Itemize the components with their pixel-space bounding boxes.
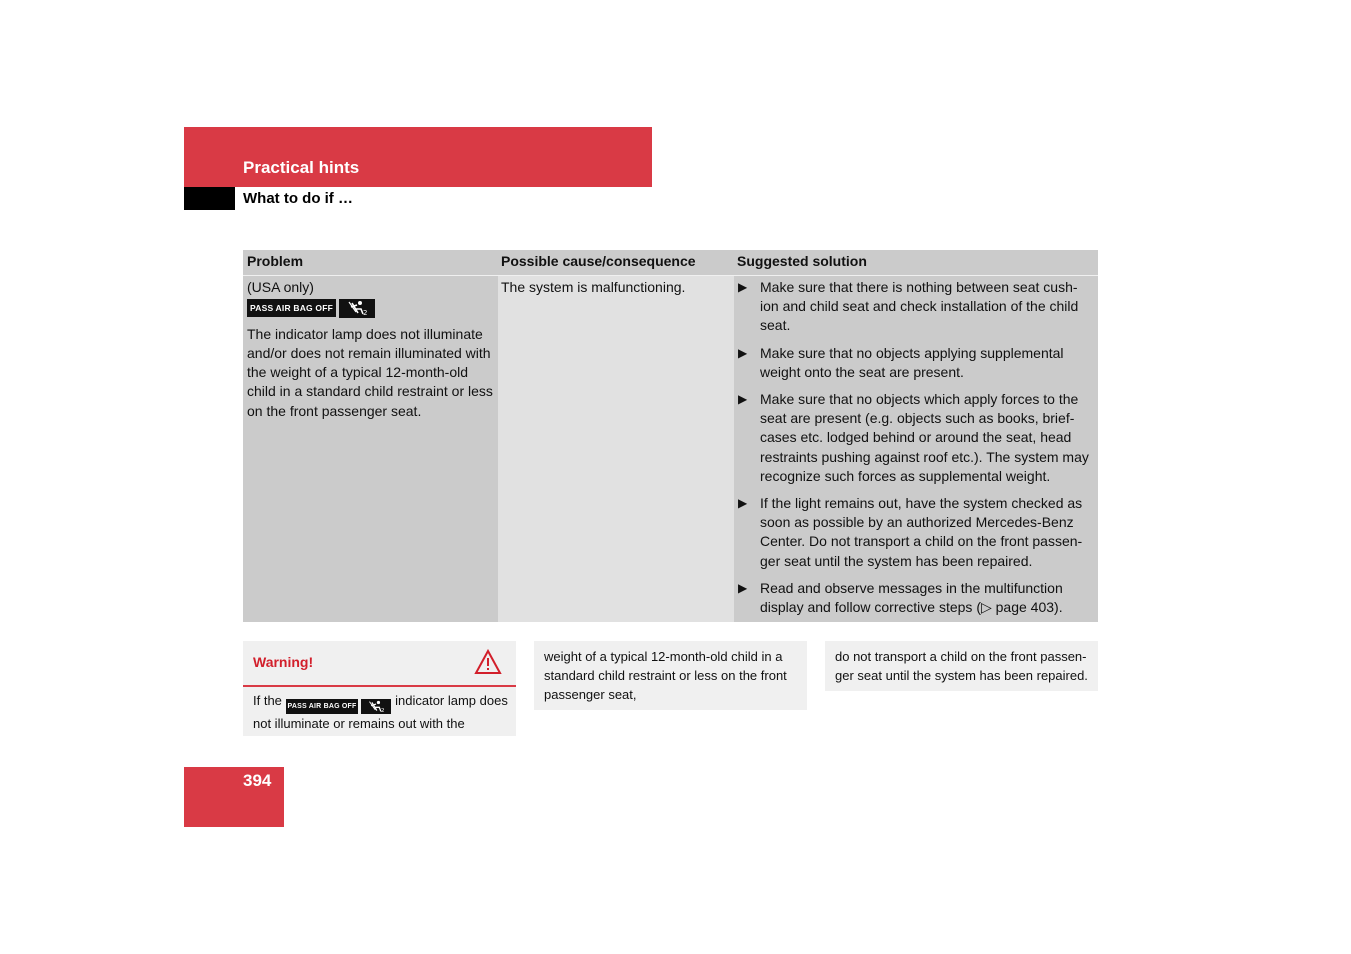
bullet-arrow-icon: ▶ [738, 392, 748, 407]
warning-continuation-box [534, 641, 807, 710]
solution-list [734, 278, 1096, 625]
warning-box [243, 641, 516, 736]
cause-cell [498, 276, 734, 622]
list-item: ▶ Make sure that there is nothing between seat cush-ion and child seat and check installation of the child seat. [738, 279, 1079, 334]
warning-continuation-text: weight of a typical 12-month-old child in a standard child restraint or less on the front passenger seat, [544, 649, 787, 702]
warning-continuation-box-2 [825, 641, 1098, 691]
svg-text:2: 2 [381, 708, 385, 713]
child-seat-icon [361, 699, 391, 714]
list-item: ▶ Make sure that no objects which apply forces to the seat are present (e.g. objects such as books, brief-cases etc. lodged behind or around the seat, head restraints pushing against roof etc.). The system may recognize such forces as supplemental weight. [738, 391, 1089, 484]
warning-header [243, 641, 516, 685]
warning-triangle-icon [474, 649, 502, 680]
list-item: ▶ Read and observe messages in the multifunction display and follow corrective steps (▷ page 403). [738, 579, 1063, 616]
svg-text:2: 2 [363, 309, 368, 317]
list-item: ▶ If the light remains out, have the system checked as soon as possible by an authorized Mercedes-Benz Center. Do not transport a child on the front passen-ger seat until the system has been repaired. [738, 495, 1083, 569]
column-header-problem: Problem [247, 253, 304, 269]
cause-text: The system is malfunctioning. [501, 279, 686, 295]
indicator-lamp [286, 699, 392, 714]
column-header-cause: Possible cause/consequence [501, 253, 696, 269]
bullet-arrow-icon: ▶ [738, 280, 748, 294]
troubleshooting-table [243, 250, 1098, 622]
pass-air-bag-off-icon: PASS AIR BAG OFF [286, 699, 359, 714]
page-number: 394 [243, 771, 272, 790]
column-header-solution: Suggested solution [737, 253, 867, 269]
list-item: ▶ Make sure that no objects applying supplemental weight onto the seat are present. [738, 344, 1064, 380]
bullet-arrow-icon: ▶ [738, 580, 748, 595]
problem-description: The indicator lamp does not illuminate and/or does not remain illuminated with the weight of a typical 12-month-old child in a standard child restraint or less on the front passenger seat. [247, 325, 493, 419]
problem-cell [243, 276, 498, 622]
solution-cell [734, 276, 1098, 622]
warning-continuation-text-2: do not transport a child on the front passen-ger seat until the system has been repaired. [835, 649, 1088, 683]
problem-region: (USA only) [247, 279, 314, 295]
child-seat-icon [339, 299, 375, 318]
bullet-arrow-icon: ▶ [738, 496, 748, 511]
warning-body: If the PASS AIR BAG OFF 2 indicator lamp does not illuminate or remains out with the [253, 693, 508, 731]
header-black-marker [184, 187, 235, 210]
indicator-lamp [247, 299, 375, 318]
pass-air-bag-off-icon: PASS AIR BAG OFF [247, 299, 336, 317]
bullet-arrow-icon: ▶ [738, 345, 748, 360]
warning-title: Warning! [253, 654, 314, 670]
header-red-bar [184, 127, 652, 187]
warning-divider [243, 685, 516, 687]
subsection-title: What to do if … [243, 190, 353, 207]
section-title: Practical hints [243, 158, 360, 177]
